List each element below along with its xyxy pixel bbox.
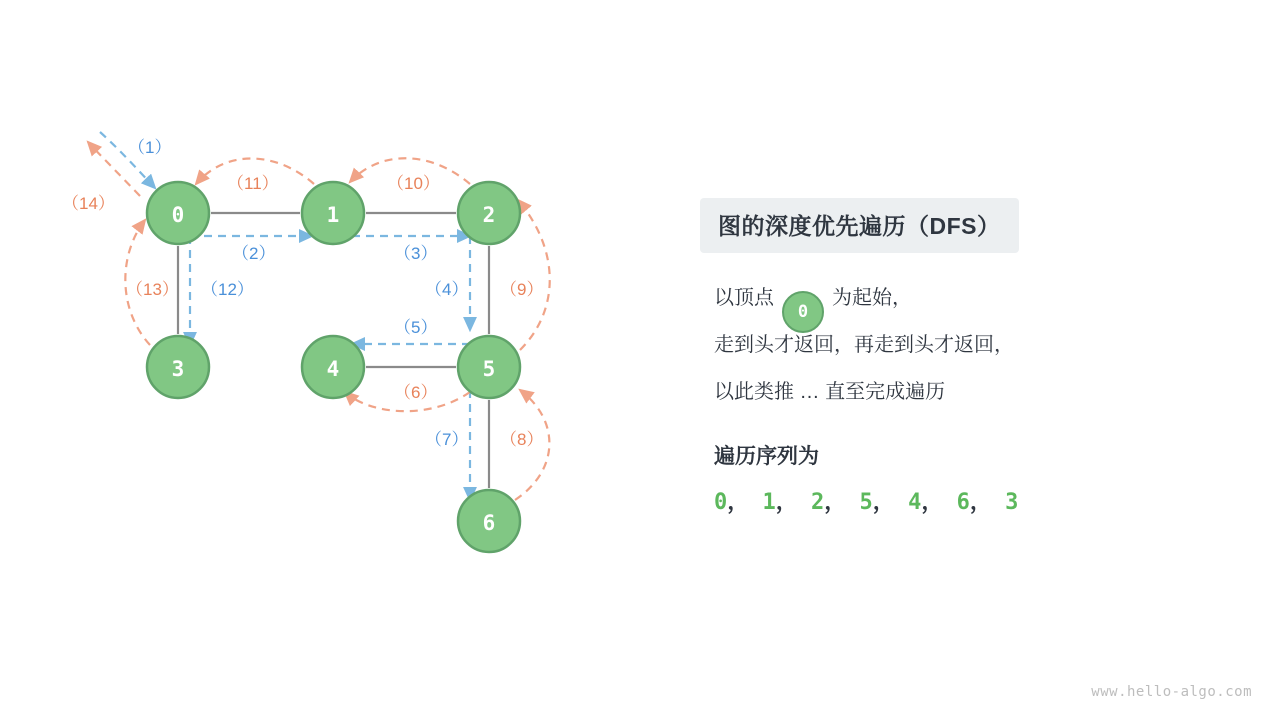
sequence-item-3: 5 [859, 490, 873, 515]
vertex-1-label: 1 [326, 203, 340, 227]
sequence-sep-4: ， [921, 489, 944, 514]
step-label-2: （2） [232, 244, 276, 263]
sequence-sep-3: ， [872, 489, 895, 514]
description-line-1-pre: 以顶点 [714, 287, 774, 309]
sequence-item-4: 4 [908, 490, 922, 515]
description-line-1-post: 为起始， [832, 287, 912, 309]
sequence-title: 遍历序列为 [714, 445, 819, 468]
vertex-0[interactable] [147, 182, 209, 244]
start-vertex-chip: 0 [782, 291, 824, 333]
vertex-6[interactable] [458, 490, 520, 552]
vertex-0-label: 0 [171, 203, 185, 227]
description-line-3: 以此类推 … 直至完成遍历 [714, 381, 946, 403]
vertex-6-label: 6 [482, 511, 496, 535]
sequence-item-5: 6 [956, 490, 970, 515]
step-label-3: （3） [394, 244, 438, 263]
graph-vertices [147, 182, 520, 552]
sequence-item-2: 2 [811, 490, 825, 515]
arrow-step-9 [518, 200, 550, 350]
sequence-sep-0: ， [727, 489, 750, 514]
step-labels [62, 138, 543, 449]
sequence-item-6: 3 [1005, 490, 1019, 515]
step-label-12: （12） [201, 280, 254, 299]
step-label-1: （1） [128, 138, 172, 157]
vertex-1[interactable] [302, 182, 364, 244]
sequence-item-1: 1 [762, 490, 776, 515]
vertex-5-label: 5 [482, 357, 496, 381]
description-line-2: 走到头才返回，再走到头才返回， [714, 334, 1014, 356]
step-label-4: （4） [425, 280, 469, 299]
step-label-6: （6） [394, 383, 438, 402]
step-label-14: （14） [62, 194, 115, 213]
sequence-sep-5: ， [969, 489, 992, 514]
sequence-sep-2: ， [824, 489, 847, 514]
step-label-9: （9） [500, 280, 544, 299]
vertex-4[interactable] [302, 336, 364, 398]
step-label-7: （7） [425, 430, 469, 449]
vertex-2[interactable] [458, 182, 520, 244]
traversal-sequence [714, 485, 1018, 516]
vertex-5[interactable] [458, 336, 520, 398]
sequence-sep-1: ， [775, 489, 798, 514]
vertex-3-label: 3 [171, 357, 185, 381]
step-label-13: （13） [126, 280, 179, 299]
page-title: 图的深度优先遍历（DFS） [700, 198, 1019, 253]
step-label-5: （5） [394, 318, 438, 337]
vertex-4-label: 4 [326, 357, 340, 381]
description-line-1 [714, 275, 1014, 322]
vertex-2-label: 2 [482, 203, 496, 227]
description-block [714, 275, 1014, 416]
watermark: www.hello-algo.com [1091, 684, 1252, 700]
step-label-10: （10） [387, 174, 440, 193]
vertex-3[interactable] [147, 336, 209, 398]
step-label-8: （8） [500, 430, 544, 449]
sequence-item-0: 0 [714, 490, 728, 515]
step-label-11: （11） [227, 174, 279, 193]
